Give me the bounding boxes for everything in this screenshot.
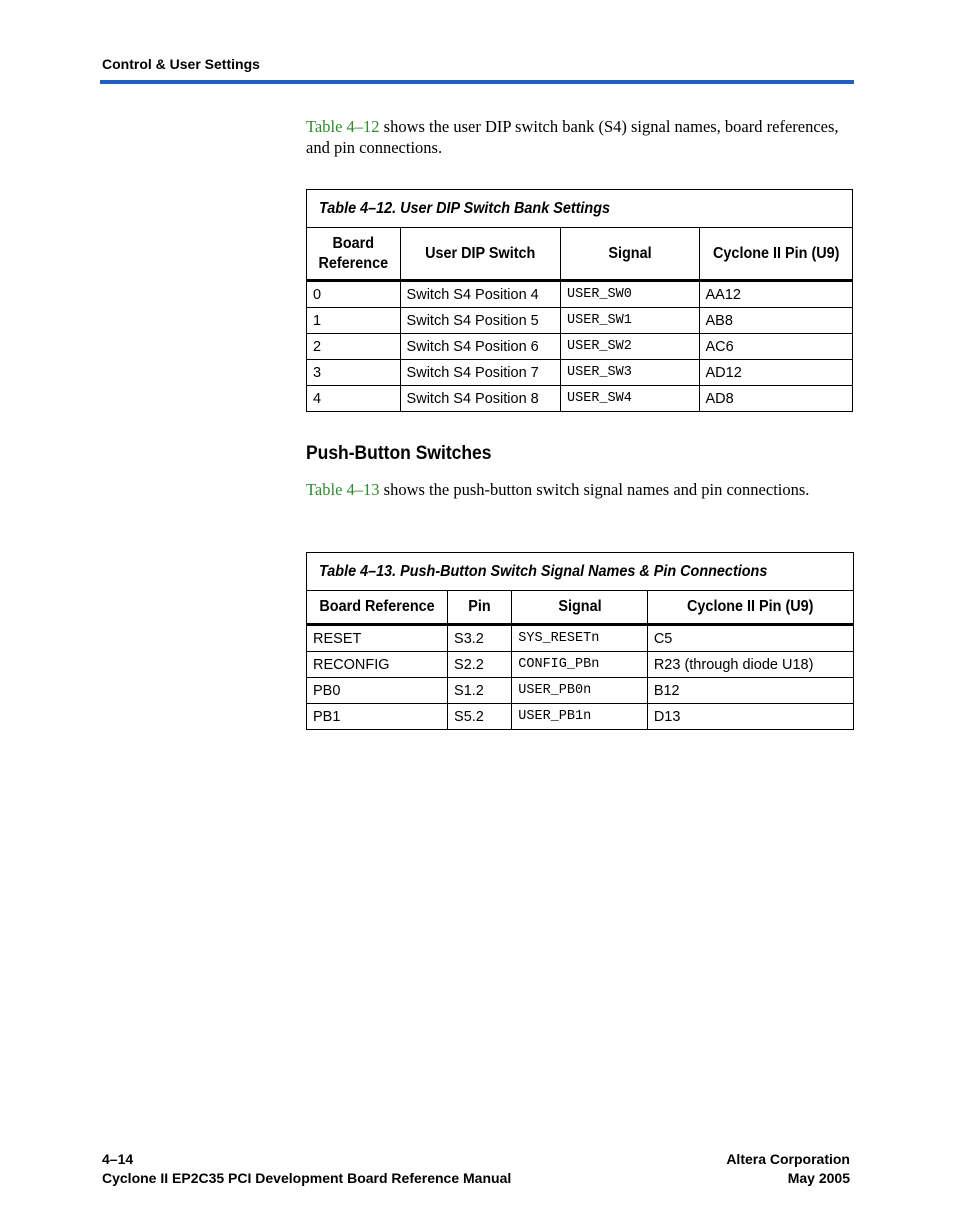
table-cell: Switch S4 Position 6: [400, 334, 560, 360]
table-cell: R23 (through diode U18): [647, 652, 853, 678]
table-cell: USER_SW2: [561, 334, 699, 360]
table-cell: AD12: [699, 360, 852, 386]
table-row: [307, 308, 853, 334]
table-cell: 0: [307, 281, 401, 308]
table-cell: PB0: [307, 678, 448, 704]
table-cell: CONFIG_PBn: [512, 652, 648, 678]
table-cell: Switch S4 Position 8: [400, 386, 560, 412]
table-cell: 2: [307, 334, 401, 360]
footer-page-number: 4–14: [102, 1151, 134, 1167]
table-cell: SYS_RESETn: [512, 625, 648, 652]
intro-paragraph-1-text: shows the user DIP switch bank (S4) signal names, board references, and pin connections.: [306, 117, 839, 157]
table-cell: AC6: [699, 334, 852, 360]
table-cell: RESET: [307, 625, 448, 652]
column-header: Cyclone II Pin (U9): [699, 228, 852, 281]
table-row: [307, 360, 853, 386]
table-caption: Table 4–12. User DIP Switch Bank Settings: [307, 190, 853, 228]
table-row: [307, 281, 853, 308]
table-4-12-link[interactable]: Table 4–12: [306, 117, 380, 136]
column-header: Board Reference: [307, 228, 401, 281]
column-header: Signal: [512, 591, 648, 625]
table-row: [307, 678, 854, 704]
table-cell: USER_SW1: [561, 308, 699, 334]
table-cell: USER_PB1n: [512, 704, 648, 730]
table-caption: Table 4–13. Push-Button Switch Signal Names & Pin Connections: [307, 553, 854, 591]
footer-manual-title: Cyclone II EP2C35 PCI Development Board Reference Manual: [102, 1170, 512, 1186]
table-cell: B12: [647, 678, 853, 704]
table-cell: USER_PB0n: [512, 678, 648, 704]
table-cell: USER_SW3: [561, 360, 699, 386]
table-cell: AA12: [699, 281, 852, 308]
column-header: Signal: [561, 228, 699, 281]
table-cell: S2.2: [448, 652, 512, 678]
table-row: [307, 652, 854, 678]
table-row: [307, 386, 853, 412]
table-cell: Switch S4 Position 4: [400, 281, 560, 308]
table-cell: PB1: [307, 704, 448, 730]
footer-date: May 2005: [787, 1170, 850, 1186]
table-cell: S5.2: [448, 704, 512, 730]
table-row: [307, 625, 854, 652]
section-heading: Push-Button Switches: [306, 443, 492, 464]
column-header: Board Reference: [307, 591, 448, 625]
table-cell: AB8: [699, 308, 852, 334]
table-cell: 4: [307, 386, 401, 412]
table-cell: Switch S4 Position 5: [400, 308, 560, 334]
table-cell: C5: [647, 625, 853, 652]
table-row: [307, 704, 854, 730]
table-cell: 1: [307, 308, 401, 334]
table-cell: 3: [307, 360, 401, 386]
intro-paragraph-2: [306, 479, 846, 500]
column-header: User DIP Switch: [400, 228, 560, 281]
intro-paragraph-1: [306, 116, 846, 158]
dip-switch-table: [306, 189, 853, 412]
column-header: Pin: [448, 591, 512, 625]
table-4-13-link[interactable]: Table 4–13: [306, 480, 380, 499]
intro-paragraph-2-text: shows the push-button switch signal names and pin connections.: [379, 480, 810, 499]
table-cell: D13: [647, 704, 853, 730]
table-row: [307, 334, 853, 360]
header-rule: [100, 80, 854, 84]
table-cell: S1.2: [448, 678, 512, 704]
table-cell: Switch S4 Position 7: [400, 360, 560, 386]
table-cell: AD8: [699, 386, 852, 412]
table-cell: RECONFIG: [307, 652, 448, 678]
column-header: Cyclone II Pin (U9): [647, 591, 853, 625]
running-header: Control & User Settings: [102, 56, 260, 72]
push-button-table: [306, 552, 854, 730]
footer-company: Altera Corporation: [726, 1151, 850, 1167]
table-cell: USER_SW0: [561, 281, 699, 308]
table-cell: S3.2: [448, 625, 512, 652]
table-cell: USER_SW4: [561, 386, 699, 412]
